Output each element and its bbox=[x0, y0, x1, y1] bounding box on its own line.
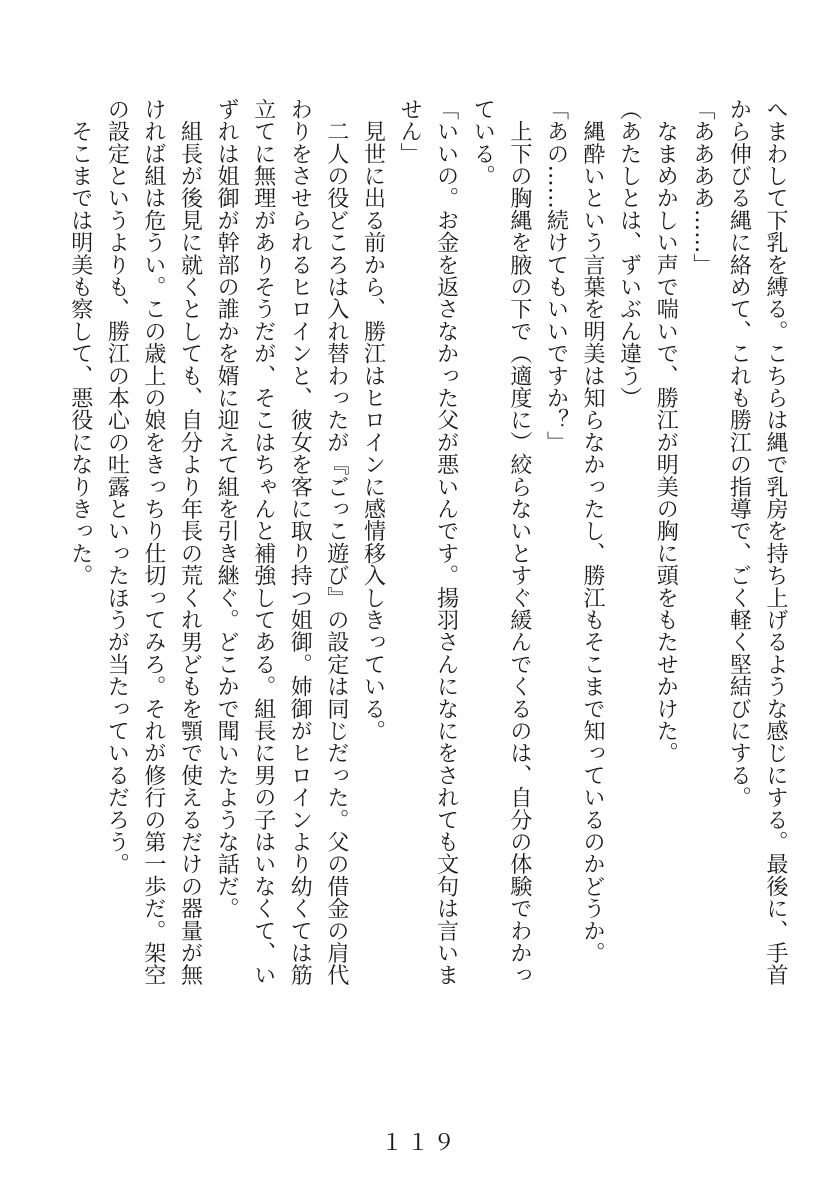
text-column: へまわして下乳を縛る。こちらは縄で乳房を持ち上げるような感じにする。最後に、手首 bbox=[763, 98, 788, 986]
text-column: そこまでは明美も察して、悪役になりきった。 bbox=[67, 98, 93, 587]
text-column: わりをさせられるヒロインと、彼女を客に取り持つ姐御。姉御がヒロインより幼くては筋 bbox=[287, 98, 313, 986]
text-column: ければ組は危うい。この歳上の娘をきっちり仕切ってみろ。それが修行の第一歩だ。架空 bbox=[140, 98, 166, 986]
text-column: の設定というよりも、勝江の本心の吐露といったほうが当たっているだろう。 bbox=[104, 98, 130, 875]
text-column: 二人の役どころは入れ替わったが『ごっこ遊び』の設定は同じだった。父の借金の肩代 bbox=[323, 98, 349, 986]
text-column: 「ああああ……」 bbox=[689, 98, 715, 276]
text-column: 上下の胸縄を腋の下で（適度に）絞らないとすぐ緩んでくるのは、自分の体験でわかっ bbox=[506, 98, 532, 986]
text-column: から伸びる縄に絡めて、これも勝江の指導で、ごく軽く堅結びにする。 bbox=[726, 98, 752, 809]
text-column: ずれは姐御が幹部の誰かを婿に迎えて組を引き継ぐ。どこかで聞いたような話だ。 bbox=[214, 98, 240, 920]
text-column: せん」 bbox=[397, 98, 423, 165]
text-column: 「いいの。お金を返さなかった父が悪いんです。揚羽さんになにをされても文句は言いま bbox=[433, 98, 459, 986]
text-column: 縄酔いという言葉を明美は知らなかったし、勝江もそこまで知っているのかどうか。 bbox=[580, 98, 606, 964]
text-column: 立てに無理がありそうだが、そこはちゃんと補強してある。組長に男の子はいなくて、い bbox=[250, 98, 276, 986]
text-column: （あたしとは、ずいぶん違う） bbox=[616, 98, 642, 409]
text-column: 組長が後見に就くとしても、自分より年長の荒くれ男どもを顎で使えるだけの器量が無 bbox=[177, 98, 203, 986]
text-column: ている。 bbox=[470, 98, 496, 187]
body-text bbox=[61, 98, 793, 998]
text-column: 「あの……続けてもいいですか？」 bbox=[543, 98, 569, 454]
page-number: １１９ bbox=[380, 1131, 459, 1156]
text-column: なまめかしい声で喘いで、勝江が明美の胸に頭をもたせかけた。 bbox=[653, 98, 679, 764]
text-column: 見世に出る前から、勝江はヒロインに感情移入しきっている。 bbox=[360, 98, 386, 742]
